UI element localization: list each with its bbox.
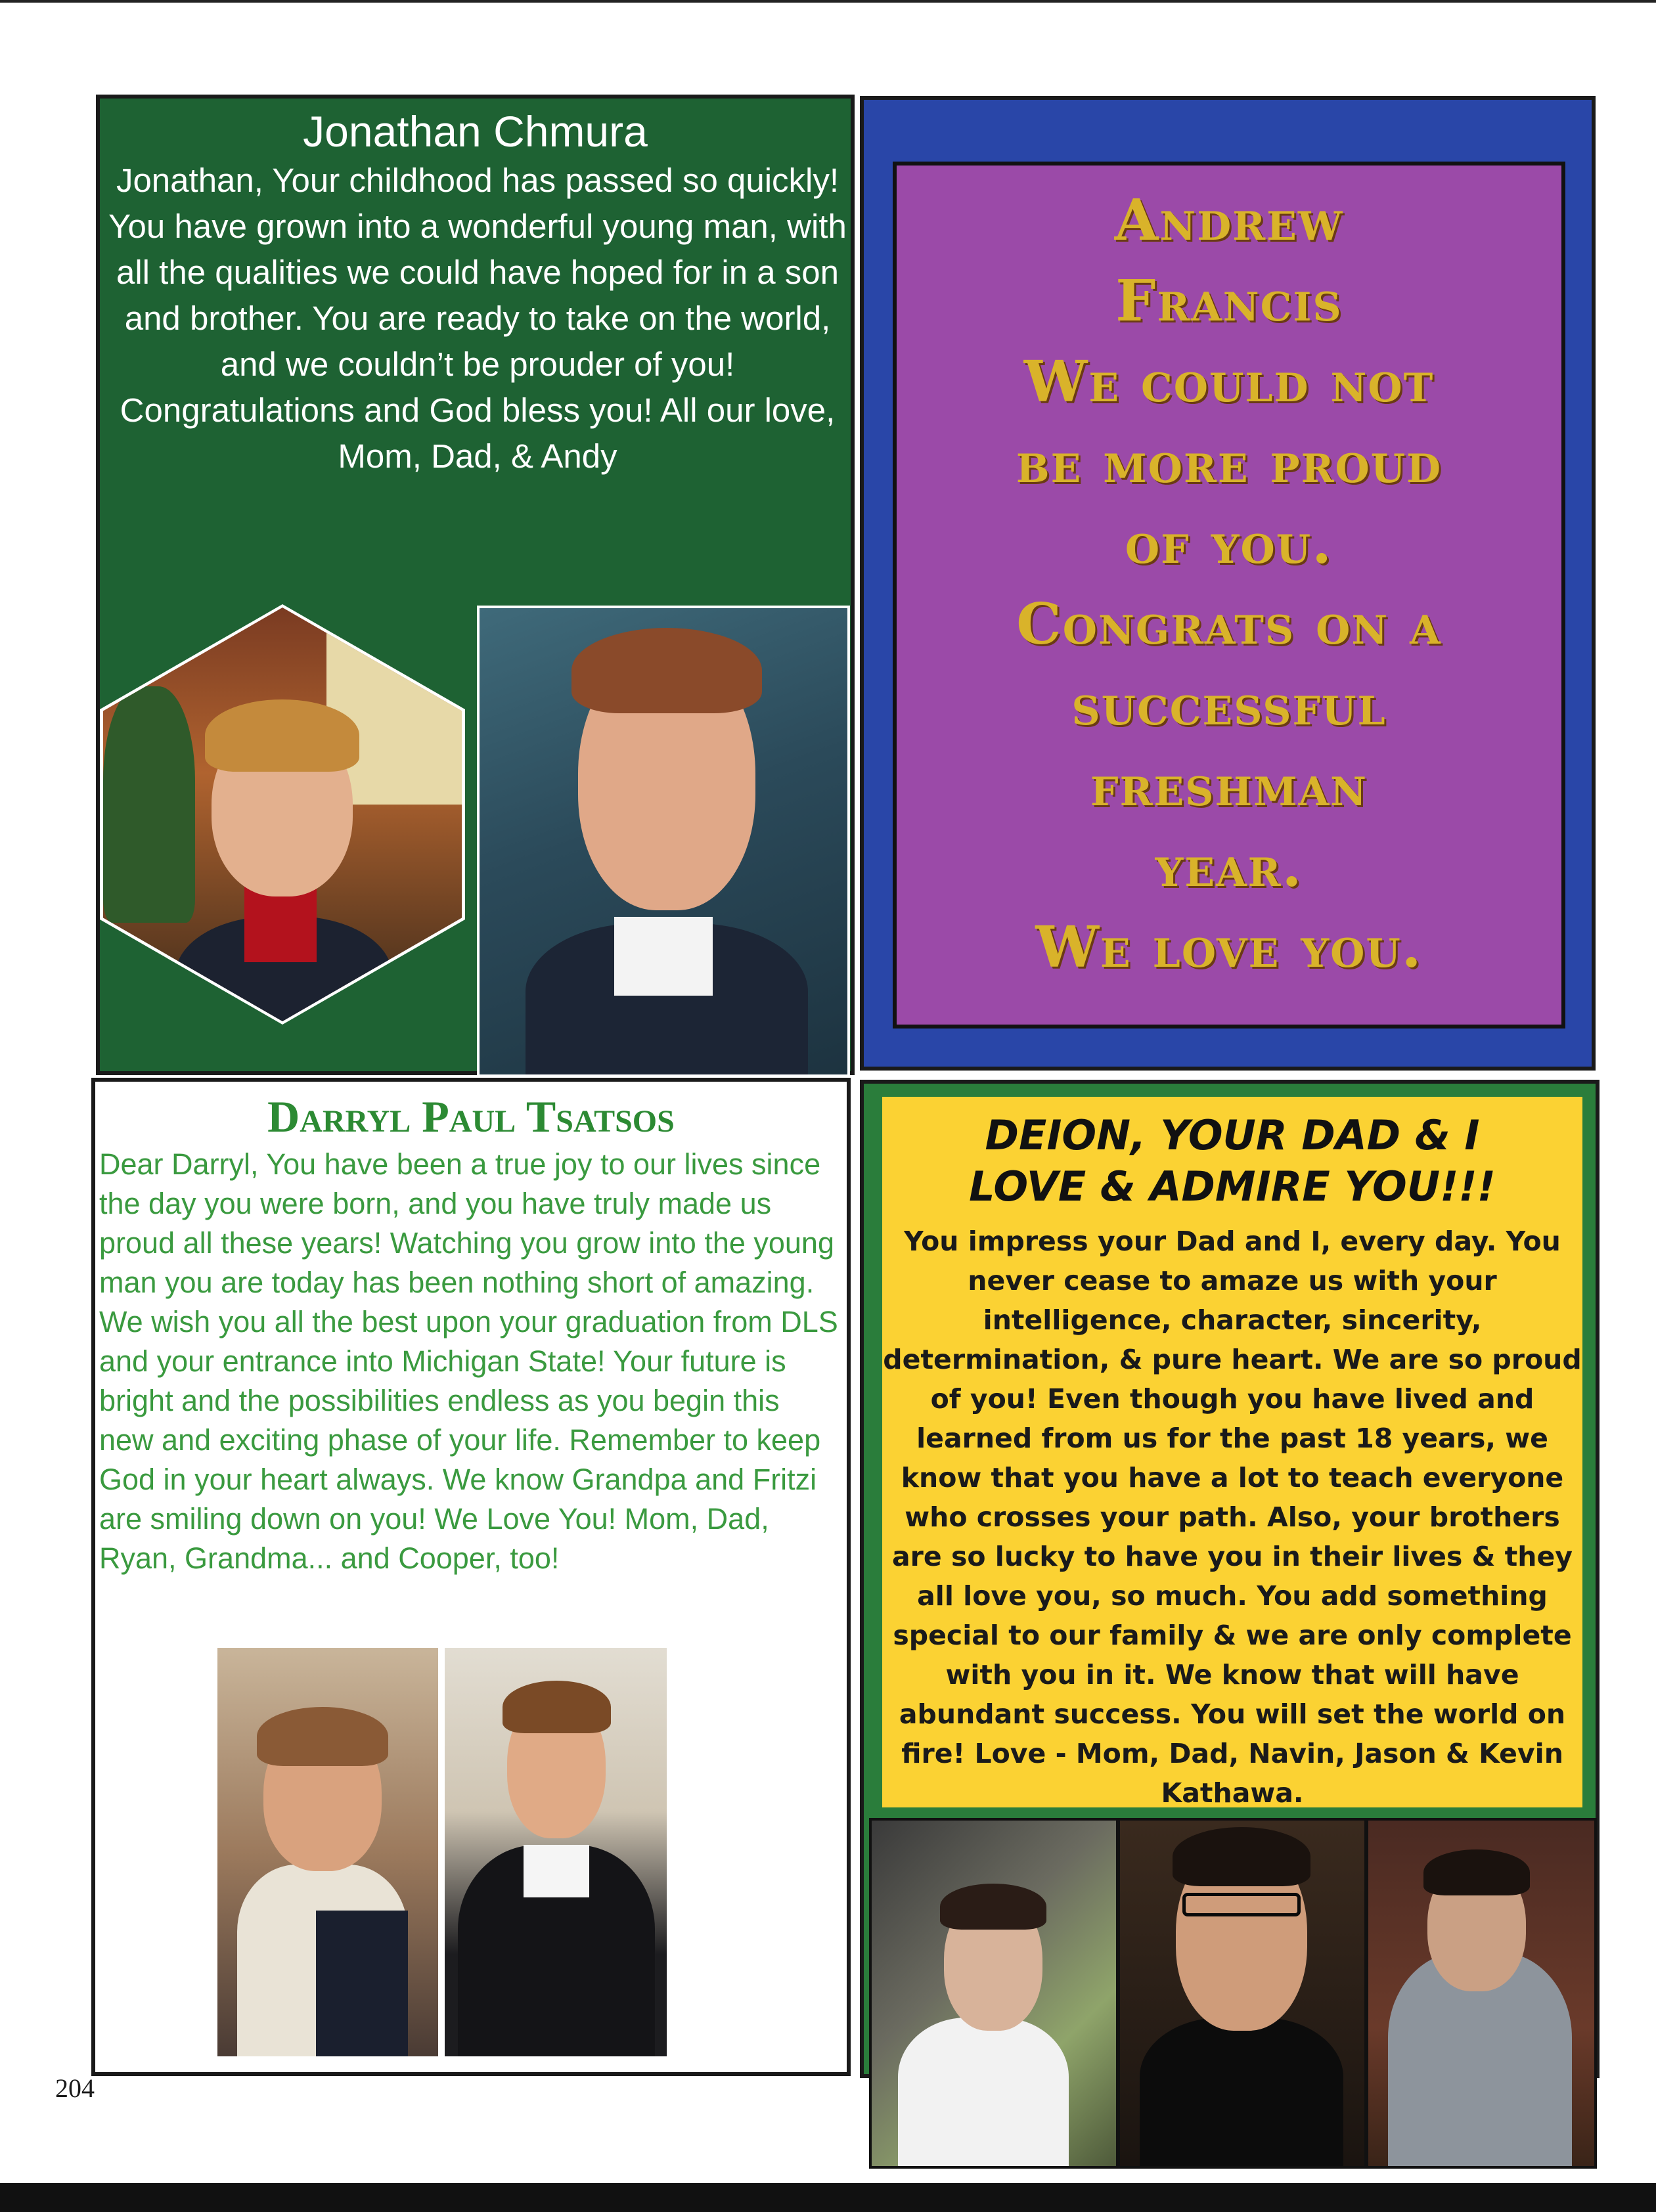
message-line: We could not — [1023, 349, 1435, 415]
ad-message: You impress your Dad and I, every day. You never cease to amaze us with your intelligence, character, sincerity, determination, & pure heart. We are so proud of you! Even though you have lived and learned from us for the past 18 years, we know that you have a lot to teach everyone who crosses your path. Also, your brothers are so lucky to have you in their lives & they all love you, so much. You add something special to our family & we are only complete with you in it. We know that will have abundant success. You will set the world on fire! Love - Mom, Dad, Navin, Jason & Kevin Kathawa. — [883, 1226, 1582, 1809]
message-line: Andrew — [1114, 187, 1344, 254]
ad-message: Jonathan, Your childhood has passed so quickly! You have grown into a wonderful young man, with all the qualities we could have hoped for in a son and brother. You are ready to take on the world, and we couldn’t be prouder of you! Congratulations and God bless you! All our love, Mom, Dad, & Andy — [108, 162, 847, 475]
ad-jonathan-chmura — [96, 95, 855, 1075]
ad-title: Jonathan Chmura — [303, 107, 648, 156]
senior-portrait — [445, 1648, 667, 2056]
message-line: We love you. — [1035, 914, 1423, 981]
message-line: freshman — [1090, 753, 1368, 819]
ad-deion-kathawa — [860, 1080, 1600, 2078]
title-line: DEION, YOUR DAD & I — [985, 1111, 1480, 1159]
ad-message: Dear Darryl, You have been a true joy to our lives since the day you were born, and you have truly made us proud all these years! Watching you grow into the young man you are today has been nothing short of amazing. We wish you all the best upon your graduation from DLS and your entrance into Michigan State! Your future is bright and the possibilities endless as you begin this new and exciting phase of your life. Remember to keep God in your heart always. We know Grandpa and Fritzi are smiling down on you! We Love You! Mom, Dad, Ryan, Grandma... and Cooper, too! — [99, 1147, 838, 1575]
ad-message — [897, 180, 1561, 988]
senior-portrait — [477, 606, 850, 1077]
photo-glasses-portrait — [1117, 1818, 1367, 2169]
photo-car — [869, 1818, 1119, 2169]
message-line: be more proud — [1016, 430, 1443, 496]
message-line: Congrats on a — [1016, 591, 1442, 657]
ad-darryl-paul-tsatsos — [91, 1078, 851, 2076]
photo-gray-shirt — [1366, 1818, 1597, 2169]
ad-title: Darryl Paul Tsatsos — [267, 1092, 675, 1141]
childhood-photo — [100, 604, 465, 1025]
title-line: LOVE & ADMIRE YOU!!! — [969, 1162, 1496, 1210]
page-top-rule — [0, 0, 1656, 3]
message-card — [893, 162, 1565, 1029]
message-line: year. — [1155, 833, 1303, 900]
message-card — [882, 1097, 1582, 1807]
message-line: successful — [1071, 672, 1387, 738]
page-bottom-band — [0, 2183, 1656, 2212]
childhood-photo — [217, 1648, 438, 2056]
page-number: 204 — [55, 2073, 95, 2103]
message-line: Francis — [1115, 268, 1343, 334]
ad-title — [882, 1110, 1582, 1212]
message-line: of you. — [1125, 510, 1333, 577]
ad-andrew-francis — [860, 96, 1596, 1071]
